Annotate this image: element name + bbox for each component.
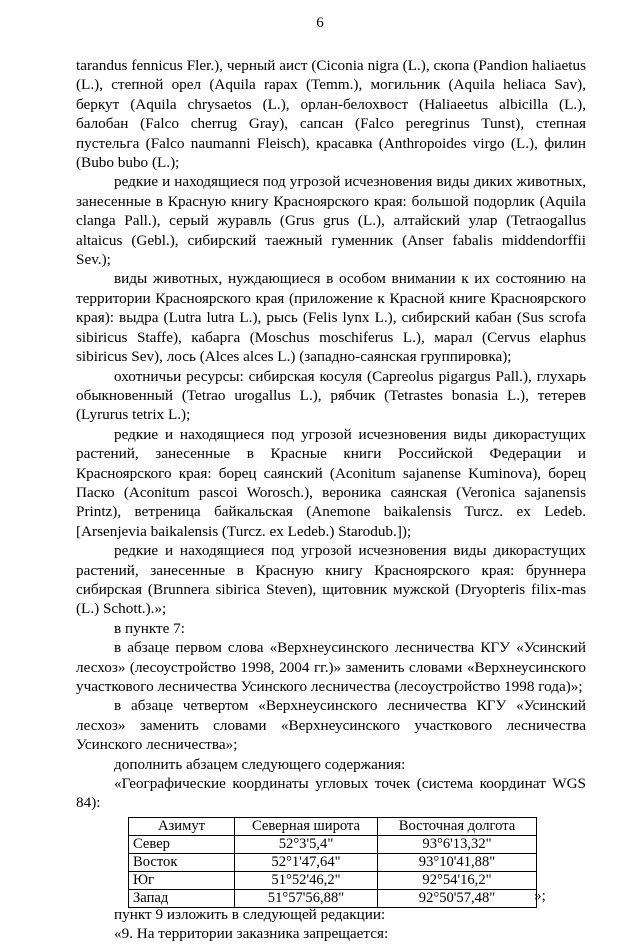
cell-azimuth: Юг [129,871,235,889]
paragraph-rare-plants-rf: редкие и находящиеся под угрозой исчезновения виды дикорастущих растений, занесенные в Красные книги Российской Федерации и Красноярского края: борец саянский (Aconitum sajanense Kuminova), борец Паско (Aconitum pascoi Worosch.), вероника саянская (Veronica sajanensis Printz), ветреница байкальская (Anemone baikalensis Turcz. ex Ledeb. [Arsenjevia baikalensis (Turcz. ex Ledeb.) Starodub.]); [76,425,586,540]
table-row [129,835,537,853]
paragraph-first-abzac: в абзаце первом слова «Верхнеусинского лесничества КГУ «Усинский лесхоз» (лесоустройство 1998, 2004 гг.)» заменить словами «Верхнеусинского участкового лесничества Усинского лесничества (лесоустройство 1998 года)»; [76,639,586,695]
paragraph-rare-animals: редкие и находящиеся под угрозой исчезновения виды диких животных, занесенные в Красную книгу Красноярского края: большой подорлик (Aquila clanga Pall.), серый журавль (Grus grus (L.), алтайский улар (Tetraogallus altaicus (Gebl.), сибирский таежный гуменник (Anser fabalis middendorffii Sev.); [76,173,586,269]
cell-latitude: 51°57'56,88" [235,889,378,907]
paragraph-fourth-abzac: в абзаце четвертом «Верхнеусинского лесничества КГУ «Усинский лесхоз» заменить словами «Верхнеусинского участкового лесничества Усинского лесничества»; [76,697,586,754]
header-north-latitude: Северная широта [235,817,378,835]
cell-longitude: 93°10'41,88" [378,853,537,871]
paragraph-special-attention-animals: виды животных, нуждающиеся в особом внимании к их состоянию на территории Красноярского края (приложение к Красной книге Красноярского края): выдра (Lutra lutra L.), рысь (Felis lynx L.), сибирский кабан (Sus scrofa sibiricus Staffe), кабарга (Moschus moschiferus L.), марал (Cervus elaphus sibiricus Sev), лось (Alces alces L.) (западно-саянская группировка); [76,270,586,366]
coordinates-table [128,817,537,908]
paragraph-rare-plants-krai: редкие и находящиеся под угрозой исчезновения виды дикорастущих растений, занесенные в Красную книгу Красноярского края: бруннера сибирская (Brunnera sibirica Steven), щитовник мужской (Dryopteris filix-mas (L.) Schott.).»; [76,542,586,618]
paragraph-hunting-resources: охотничьи ресурсы: сибирская косуля (Capreolus pigargus Pall.), глухарь обыкновенный (Tetrao urogallus L.), рябчик (Tetrastes bonasia L.), тетерев (Lyrurus tetrix L.); [76,367,586,424]
cell-longitude: 93°6'13,32" [378,835,537,853]
header-azimuth: Азимут [129,817,235,835]
cell-azimuth: Север [129,835,235,853]
paragraph-birds-continued: tarandus fennicus Fler.), черный аист (Ciconia nigra (L.), скопа (Pandion haliaetus (L.), степной орел (Aquila rapax (Temm.), могильник (Aquila heliaca Sav), беркут (Aquila chrysaetos (L.), орлан-белохвост (Haliaeetus albicilla (L.), балобан (Falco cherrug Gray), сапсан (Falco peregrinus Tunst), степная пустельга (Falco naumanni Fleisch), красавка (Anthropoides virgo (L.), филин (Bubo bubo (L.); [76,57,586,172]
table-row [129,853,537,871]
cell-longitude: 92°50'57,48" [378,889,537,907]
document-body [76,56,586,944]
cell-azimuth: Восток [129,853,235,871]
cell-latitude: 51°52'46,2" [235,871,378,889]
cell-latitude: 52°1'47,64" [235,853,378,871]
paragraph-add-abzac: дополнить абзацем следующего содержания: [114,755,406,773]
paragraph-point-7: в пункте 7: [114,619,185,637]
paragraph-point-9-text: «9. На территории заказника запрещается: [114,925,389,943]
page-number: 6 [316,15,324,31]
paragraph-coordinates-intro: «Географические координаты угловых точек (система координат WGS 84): [76,775,586,812]
cell-longitude: 92°54'16,2" [378,871,537,889]
header-east-longitude: Восточная долгота [378,817,537,835]
table-header-row [129,817,537,835]
paragraph-point-9: пункт 9 изложить в следующей редакции: [114,905,386,923]
table-row [129,871,537,889]
cell-latitude: 52°3'5,4" [235,835,378,853]
coordinates-table-wrapper [128,817,578,905]
table-closing-quote: »; [534,886,546,904]
cell-azimuth: Запад [129,889,235,907]
